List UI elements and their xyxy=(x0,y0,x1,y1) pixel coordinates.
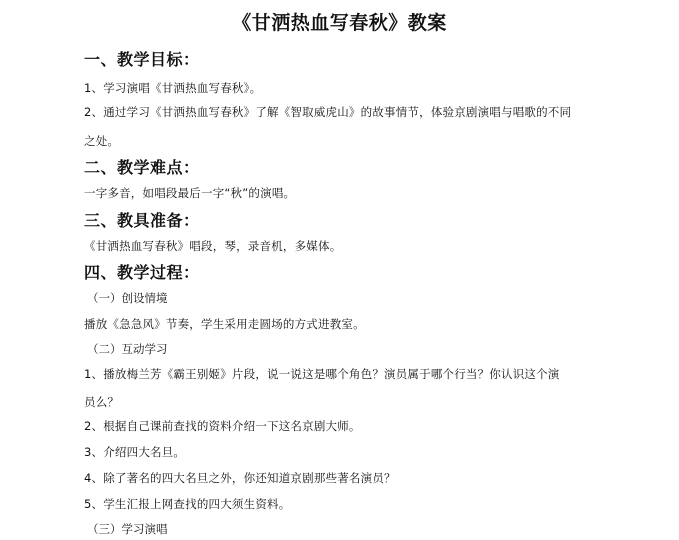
document-title: 《甘洒热血写春秋》教案 xyxy=(232,12,447,34)
interactive-line-2: 2、根据自己课前查找的资料介绍一下这名京剧大师。 xyxy=(84,419,361,433)
section-heading-materials: 三、教具准备： xyxy=(84,211,200,230)
difficulty-line-1: 一字多音，如唱段最后一字“秋”的演唱。 xyxy=(84,186,296,200)
interactive-line-5: 5、学生汇报上网查找的四大须生资料。 xyxy=(84,497,291,511)
interactive-line-1: 1、播放梅兰芳《霸王别姬》片段，说一说这是哪个角色？演员属于哪个行当？你认识这个演 xyxy=(84,367,560,381)
subsection-label-singing: （三）学习演唱 xyxy=(87,522,168,536)
interactive-line-4: 4、除了著名的四大名旦之外，你还知道京剧那些著名演员？ xyxy=(84,471,396,485)
section-heading-process: 四、教学过程： xyxy=(84,263,200,282)
subsection-label-scenario: （一）创设情境 xyxy=(87,291,168,305)
section-heading-difficulties: 二、教学难点： xyxy=(84,158,200,177)
materials-line-1: 《甘洒热血写春秋》唱段，琴，录音机，多媒体。 xyxy=(84,239,342,253)
subsection-label-interactive: （二）互动学习 xyxy=(87,342,168,356)
objective-line-1: 1、学习演唱《甘洒热血写春秋》。 xyxy=(84,81,262,95)
objective-line-2-continued: 之处。 xyxy=(84,134,120,148)
scenario-line-1: 播放《急急风》节奏，学生采用走圆场的方式进教室。 xyxy=(84,317,365,331)
objective-line-2: 2、通过学习《甘洒热血写春秋》了解《智取威虎山》的故事情节，体验京剧演唱与唱歌的不同 xyxy=(84,105,572,119)
section-heading-objectives: 一、教学目标： xyxy=(84,50,200,69)
interactive-line-3: 3、介绍四大名旦。 xyxy=(84,445,186,459)
interactive-line-1-continued: 员么？ xyxy=(84,395,120,409)
